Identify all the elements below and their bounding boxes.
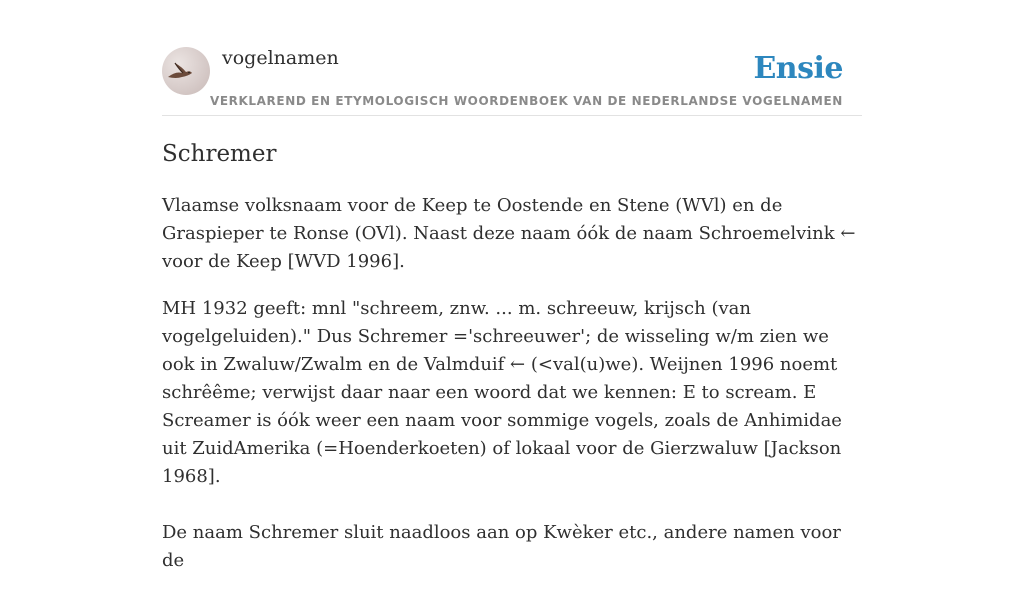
article-paragraph-2: MH 1932 geeft: mnl "schreem, znw. ... m. schreeuw, krijsch (van vogelgeluiden)." Dus Schremer ='schreeuwer'; de wisseling w/m zien we ook in Zwaluw/Zwalm en de Valmduif ← (<val(u)we). Weijnen 1996 noemt schrêême; verwijst daar naar een woord dat we kennen: E to scream. E Screamer is óók weer een naam voor sommige vogels, zoals de Anhimidae uit ZuidAmerika (=Hoenderkoeten) of lokaal voor de Gierzwaluw [Jackson 1968]. xyxy=(162,298,842,487)
page xyxy=(162,0,862,571)
brand-logo[interactable]: Ensie xyxy=(753,51,843,86)
site-header xyxy=(162,0,862,116)
page-title: Schremer xyxy=(162,141,277,167)
site-name[interactable]: vogelnamen xyxy=(222,47,339,69)
avatar[interactable] xyxy=(162,47,210,95)
article-paragraph-3: De naam Schremer sluit naadloos aan op Kwèker etc., andere namen voor de xyxy=(162,522,841,571)
article-body xyxy=(162,192,862,594)
article-paragraph-1: Vlaamse volksnaam voor de Keep te Oostende en Stene (WVl) en de Graspieper te Ronse (OVl). Naast deze naam óók de naam Schroemelvink ← voor de Keep [WVD 1996]. xyxy=(162,195,856,272)
bird-photo-icon xyxy=(162,47,210,95)
site-subtitle: VERKLAREND EN ETYMOLOGISCH WOORDENBOEK VAN DE NEDERLANDSE VOGELNAMEN xyxy=(210,94,843,108)
